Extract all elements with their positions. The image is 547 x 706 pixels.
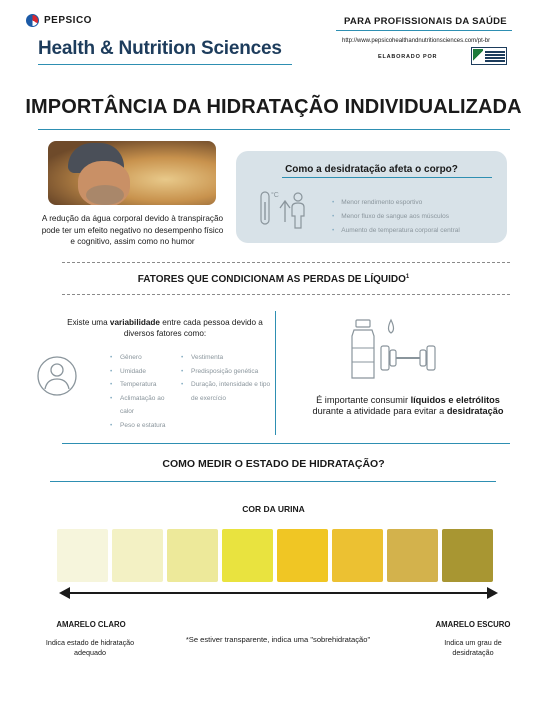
- effect-item: • Menor fluxo de sangue aos músculos: [332, 210, 460, 224]
- footnote-marker: 1: [405, 274, 410, 280]
- color-swatch: [112, 529, 163, 582]
- partner-mark-icon: [473, 49, 483, 63]
- brand-underline: [38, 64, 292, 65]
- light-yellow-label: AMARELO CLARO: [56, 620, 126, 629]
- factors-intro: Existe uma variabilidade entre cada pessoa devido a diversos fatores como:: [67, 318, 263, 338]
- pepsico-logo: [26, 14, 92, 27]
- audience-rule: [336, 30, 512, 31]
- bottle-dumbbell-icon: [350, 318, 442, 382]
- color-swatch: [57, 529, 108, 582]
- factor-item: • Temperatura: [110, 378, 176, 392]
- color-swatch: [277, 529, 328, 582]
- factor-item: • Duração, intensidade e tipo de exercício: [181, 378, 271, 405]
- website-link[interactable]: http://www.pepsicohealthandnutritionsciences.com/pt-br: [342, 38, 491, 44]
- section-rule: [62, 443, 510, 444]
- factor-item: • Vestimenta: [181, 351, 271, 365]
- transparency-note: *Se estiver transparente, indica uma "sobrehidratação": [185, 635, 371, 644]
- person-icon: [36, 355, 78, 397]
- dark-yellow-description: Indica um grau de desidratação: [444, 638, 502, 657]
- effects-list: [332, 196, 460, 238]
- prepared-by-label: ELABORADO POR: [378, 54, 438, 60]
- pepsico-globe-icon: [26, 14, 39, 27]
- color-swatch: [167, 529, 218, 582]
- section-divider: [62, 294, 510, 295]
- light-yellow-description: Indica estado de hidratação adequado: [45, 638, 135, 657]
- effects-rule: [282, 177, 492, 178]
- color-swatch: [222, 529, 273, 582]
- effect-item: • Menor rendimento esportivo: [332, 196, 460, 210]
- arrow-right-icon: [487, 587, 498, 599]
- factors-title: FATORES QUE CONDICIONAM AS PERDAS DE LÍQUIDO$^1$: [137, 274, 410, 285]
- color-swatch: [387, 529, 438, 582]
- audience-label: PARA PROFISSIONAIS DA SAÚDE: [344, 16, 507, 27]
- factors-list-col2: [181, 351, 271, 405]
- urine-color-scale: [57, 529, 493, 582]
- page-title: IMPORTÂNCIA DA HIDRATAÇÃO INDIVIDUALIZADA: [25, 96, 522, 118]
- factor-item: • Aclimatação ao calor: [110, 392, 176, 419]
- effects-title: Como a desidratação afeta o corpo?: [285, 164, 458, 175]
- athlete-photo: [48, 141, 216, 205]
- celsius-unit: °C: [271, 192, 279, 199]
- brand-title: Health & Nutrition Sciences: [38, 38, 282, 59]
- factor-item: • Umidade: [110, 365, 176, 379]
- section-divider: [62, 262, 510, 263]
- measure-title: COMO MEDIR O ESTADO DE HIDRATAÇÃO?: [162, 458, 385, 470]
- factor-item: • Gênero: [110, 351, 176, 365]
- color-swatch: [442, 529, 493, 582]
- title-rule: [38, 129, 510, 130]
- vertical-divider: [275, 311, 276, 435]
- factor-item: • Predisposição genética: [181, 365, 271, 379]
- effect-item: • Aumento de temperatura corporal central: [332, 224, 460, 238]
- color-swatch: [332, 529, 383, 582]
- arrow-left-icon: [59, 587, 70, 599]
- urine-color-label: COR DA URINA: [242, 504, 305, 514]
- factors-list-col1: [110, 351, 176, 432]
- dark-yellow-label: AMARELO ESCURO: [435, 620, 511, 629]
- liquids-message: É importante consumir líquidos e eletrólitos durante a atividade para evitar a desidratação: [312, 395, 504, 416]
- factor-item: • Peso e estatura: [110, 419, 176, 433]
- partner-logo: [471, 47, 507, 65]
- measure-rule: [50, 481, 496, 482]
- brand-name: PEPSICO: [44, 15, 92, 26]
- photo-caption: A redução da água corporal devido à transpiração pode ter um efeito negativo no desempenho físico e cognitivo, assim como no humor: [41, 214, 224, 246]
- thermometer-body-icon: [258, 188, 318, 232]
- scale-arrow: [68, 592, 488, 594]
